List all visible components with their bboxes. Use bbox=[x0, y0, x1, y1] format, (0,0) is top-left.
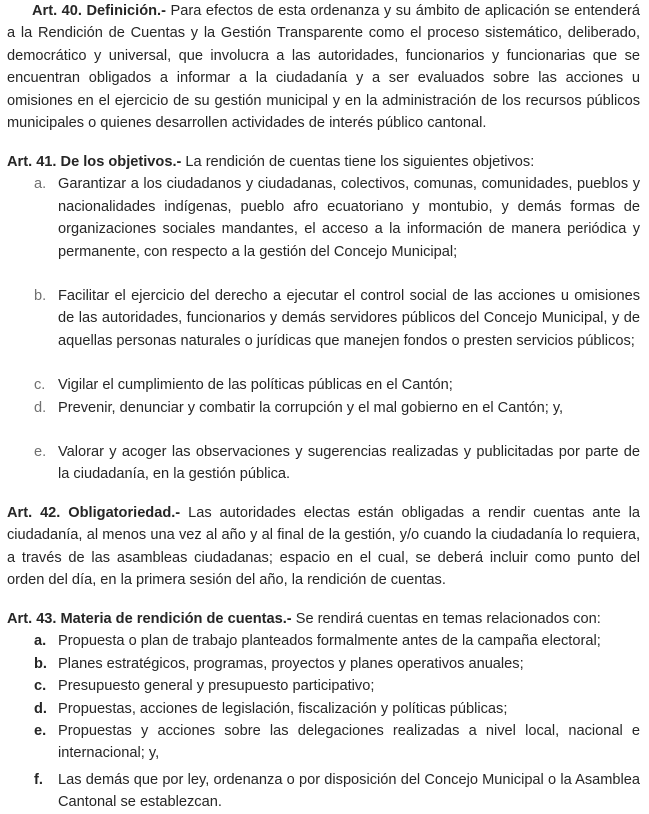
article-43-topics-list bbox=[7, 630, 640, 813]
article-42-body: Las autoridades electas están obligadas a rendir cuentas ante la ciudadanía, al menos una vez al año y al final de la gestión, y/o cuando la ciudadanía lo requiera, a través de las asambleas ciudadanas; espacio en el cual, se deberá incluir como punto del orden del día, en la primera sesión del año, la rendición de cuentas. bbox=[7, 505, 640, 589]
list-item bbox=[7, 173, 640, 263]
list-item bbox=[7, 769, 640, 814]
list-item-text: Planes estratégicos, programas, proyectos y planes operativos anuales; bbox=[58, 655, 524, 672]
list-item bbox=[7, 397, 640, 419]
article-40-body: Para efectos de esta ordenanza y su ámbito de aplicación se entenderá a la Rendición de Cuentas y la Gestión Transparente como el proceso sistemático, deliberado, democrático y universal, que involucra a las autoridades, funcionarios y funcionarias que se encuentran obligados a informar a la ciudadanía y a ser evaluados sobre las acciones u omisiones en el ejercicio de su gestión municipal y en la administración de los recursos públicos municipales o quienes desarrollen actividades de interés público cantonal. bbox=[7, 3, 640, 132]
list-item bbox=[7, 441, 640, 486]
list-item-text: Facilitar el ejercicio del derecho a ejecutar el control social de las acciones u omisiones de las autoridades, funcionarios y demás servidores públicos del Concejo Municipal, y de aquellas personas naturales o jurídicas que manejen fondos o presten servicios públicos; bbox=[58, 288, 640, 349]
article-43-title: Art. 43. Materia de rendición de cuentas.- bbox=[7, 611, 292, 627]
list-item-text: Las demás que por ley, ordenanza o por disposición del Concejo Municipal o la Asamblea Cantonal se establezcan. bbox=[58, 771, 640, 811]
article-40 bbox=[7, 0, 640, 134]
list-marker: d. bbox=[34, 700, 47, 717]
article-40-title: Art. 40. Definición.- bbox=[32, 3, 166, 19]
article-41-title: Art. 41. De los objetivos.- bbox=[7, 154, 182, 170]
list-item-text: Prevenir, denunciar y combatir la corrupción y el mal gobierno en el Cantón; y, bbox=[58, 399, 564, 416]
list-item-text: Propuesta o plan de trabajo planteados formalmente antes de la campaña electoral; bbox=[58, 633, 601, 650]
list-item-text: Valorar y acoger las observaciones y sugerencias realizadas y publicitadas por parte de la ciudadanía, en la gestión pública. bbox=[58, 444, 640, 483]
article-41 bbox=[7, 151, 640, 486]
list-item bbox=[7, 630, 640, 652]
article-42 bbox=[7, 502, 640, 592]
article-43-intro: Se rendirá cuentas en temas relacionados con: bbox=[291, 611, 601, 627]
list-marker: f. bbox=[34, 771, 43, 788]
list-marker: c. bbox=[34, 377, 46, 394]
list-item bbox=[7, 698, 640, 720]
list-item-text: Propuestas y acciones sobre las delegaciones realizadas a nivel local, nacional e internacional; y, bbox=[58, 723, 640, 762]
list-item bbox=[7, 675, 640, 697]
list-item-text: Presupuesto general y presupuesto participativo; bbox=[58, 678, 375, 695]
list-marker: e. bbox=[34, 723, 47, 740]
article-40-paragraph bbox=[7, 0, 640, 134]
list-marker: c. bbox=[34, 678, 47, 695]
article-42-paragraph bbox=[7, 502, 640, 592]
list-marker: a. bbox=[34, 176, 47, 193]
list-marker: e. bbox=[34, 444, 47, 461]
list-item-text: Vigilar el cumplimiento de las políticas públicas en el Cantón; bbox=[58, 377, 453, 394]
article-41-objectives-list bbox=[7, 173, 640, 485]
article-41-intro: La rendición de cuentas tiene los siguientes objetivos: bbox=[181, 154, 535, 170]
article-43 bbox=[7, 608, 640, 814]
article-43-intro-line bbox=[7, 608, 640, 630]
list-marker: b. bbox=[34, 288, 47, 305]
list-marker: d. bbox=[34, 399, 47, 416]
article-42-title: Art. 42. Obligatoriedad.- bbox=[7, 505, 181, 521]
list-item-text: Propuestas, acciones de legislación, fiscalización y políticas públicas; bbox=[58, 700, 508, 717]
list-marker: a. bbox=[34, 633, 47, 650]
list-item bbox=[7, 720, 640, 765]
list-item bbox=[7, 285, 640, 352]
article-41-intro-line bbox=[7, 151, 640, 173]
list-item bbox=[7, 374, 640, 396]
list-marker: b. bbox=[34, 655, 47, 672]
list-item-text: Garantizar a los ciudadanos y ciudadanas, colectivos, comunas, comunidades, pueblos y nacionalidades indígenas, pueblo afro ecuatoriano y montubio, y demás formas de organizaciones sociales mandantes, el acceso a la información de manera periódica y permanente, con respecto a la gestión del Concejo Municipal; bbox=[58, 176, 640, 260]
list-item bbox=[7, 653, 640, 675]
